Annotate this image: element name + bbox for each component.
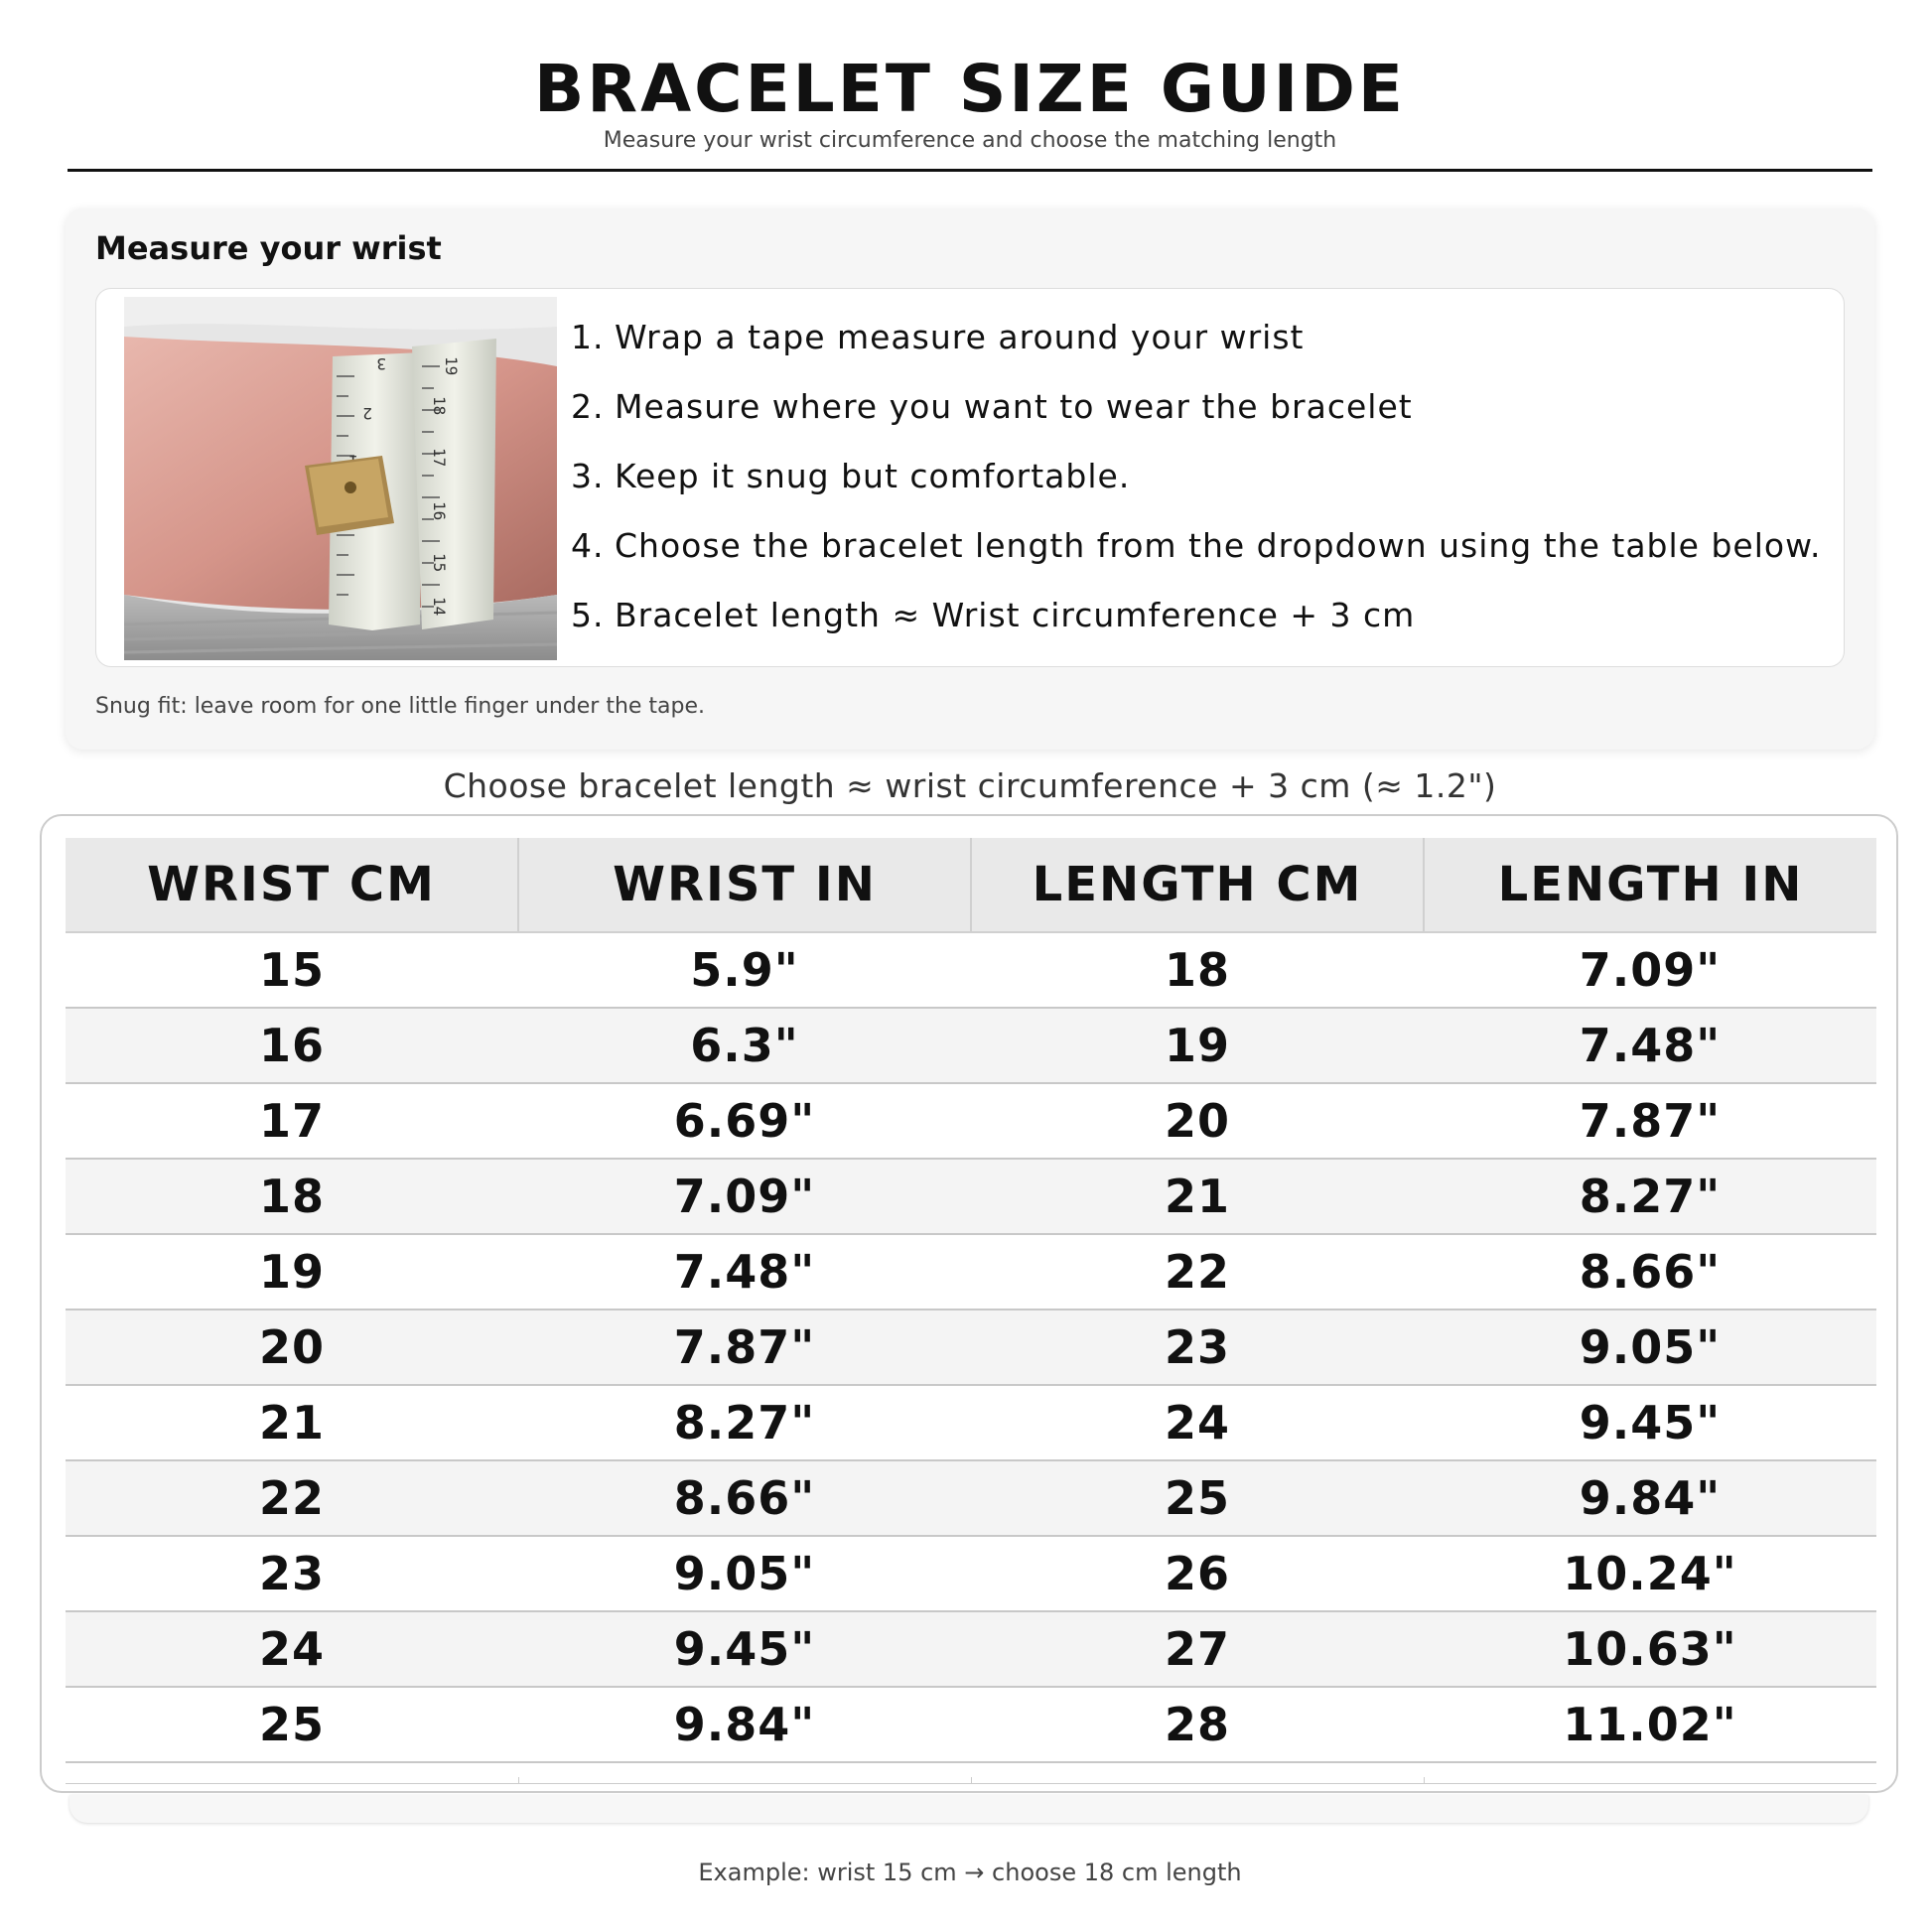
cell-length-cm: 24: [971, 1385, 1424, 1460]
cell-wrist-in: 6.3": [518, 1008, 971, 1083]
cell-length-cm: 19: [971, 1008, 1424, 1083]
column-header-wrist-cm: WRIST CM: [66, 838, 518, 932]
tape-label: 19: [442, 356, 461, 376]
title-divider: [68, 169, 1872, 172]
table-row: [66, 1083, 1876, 1159]
table-row: [66, 1611, 1876, 1687]
cell-length-in: 8.66": [1424, 1234, 1876, 1310]
cell-wrist-cm: 24: [66, 1611, 518, 1687]
cell-wrist-in: 7.48": [518, 1234, 971, 1310]
measure-instructions-panel: [95, 288, 1845, 667]
cell-wrist-cm: 20: [66, 1310, 518, 1385]
tape-label: 17: [430, 448, 449, 468]
wrist-tape-photo: [124, 297, 557, 660]
cell-wrist-cm: 19: [66, 1234, 518, 1310]
cell-wrist-in: 9.05": [518, 1536, 971, 1611]
tape-label: 3: [376, 354, 386, 373]
table-card-shadow: [69, 1795, 1868, 1823]
cell-wrist-cm: 25: [66, 1687, 518, 1762]
measure-step: 1. Wrap a tape measure around your wrist: [571, 318, 1305, 356]
measure-steps-list: [571, 303, 1822, 650]
cell-wrist-cm: 16: [66, 1008, 518, 1083]
snug-fit-note: Snug fit: leave room for one little finger under the tape.: [95, 694, 706, 719]
table-row: [66, 1385, 1876, 1460]
measure-step: 2. Measure where you want to wear the bracelet: [571, 387, 1413, 426]
cell-wrist-in: 6.69": [518, 1083, 971, 1159]
measure-step: 4. Choose the bracelet length from the dropdown using the table below.: [571, 526, 1822, 565]
table-header-row: [66, 838, 1876, 932]
column-header-wrist-in: WRIST IN: [518, 838, 971, 932]
table-row: [66, 1159, 1876, 1234]
table-row: [66, 1008, 1876, 1083]
cell-length-cm: 23: [971, 1310, 1424, 1385]
cell-length-cm: 20: [971, 1083, 1424, 1159]
column-header-length-in: LENGTH IN: [1424, 838, 1876, 932]
table-row: [66, 932, 1876, 1008]
tape-label: 15: [430, 553, 449, 573]
cell-wrist-cm: 23: [66, 1536, 518, 1611]
page-subtitle: Measure your wrist circumference and choose the matching length: [603, 128, 1337, 153]
table-row: [66, 1687, 1876, 1762]
table-row: [66, 1460, 1876, 1536]
measure-step: 5. Bracelet length ≈ Wrist circumference + 3 cm: [571, 596, 1416, 634]
cell-wrist-cm: 18: [66, 1159, 518, 1234]
cell-length-cm: 21: [971, 1159, 1424, 1234]
measure-heading: Measure your wrist: [95, 229, 442, 267]
size-table-card: [40, 814, 1898, 1793]
measure-wrist-card: [66, 208, 1874, 750]
page-header: [68, 50, 1872, 155]
cell-length-cm: 26: [971, 1536, 1424, 1611]
cell-length-cm: 25: [971, 1460, 1424, 1536]
tape-label: 2: [362, 404, 372, 423]
cell-length-in: 11.02": [1424, 1687, 1876, 1762]
cell-length-in: 8.27": [1424, 1159, 1876, 1234]
cell-length-in: 10.24": [1424, 1536, 1876, 1611]
tape-label: 14: [430, 597, 449, 617]
cell-wrist-in: 8.66": [518, 1460, 971, 1536]
cell-length-in: 7.09": [1424, 932, 1876, 1008]
cell-length-in: 9.84": [1424, 1460, 1876, 1536]
column-header-length-cm: LENGTH CM: [971, 838, 1424, 932]
size-table: [66, 838, 1876, 1763]
cell-length-cm: 22: [971, 1234, 1424, 1310]
table-caption: Choose bracelet length ≈ wrist circumference + 3 cm (≈ 1.2"): [443, 766, 1497, 805]
cell-length-in: 9.05": [1424, 1310, 1876, 1385]
cell-wrist-in: 8.27": [518, 1385, 971, 1460]
cell-wrist-in: 7.09": [518, 1159, 971, 1234]
tape-label: 18: [430, 396, 449, 416]
cell-wrist-cm: 21: [66, 1385, 518, 1460]
cell-length-in: 7.87": [1424, 1083, 1876, 1159]
cell-wrist-in: 7.87": [518, 1310, 971, 1385]
cell-wrist-cm: 22: [66, 1460, 518, 1536]
cell-wrist-in: 5.9": [518, 932, 971, 1008]
page-title: BRACELET SIZE GUIDE: [533, 51, 1407, 127]
cell-wrist-in: 9.45": [518, 1611, 971, 1687]
cell-length-in: 7.48": [1424, 1008, 1876, 1083]
cell-length-in: 9.45": [1424, 1385, 1876, 1460]
table-row: [66, 1536, 1876, 1611]
example-note: Example: wrist 15 cm → choose 18 cm length: [698, 1859, 1242, 1886]
cell-length-cm: 18: [971, 932, 1424, 1008]
cell-wrist-cm: 17: [66, 1083, 518, 1159]
cell-wrist-cm: 15: [66, 932, 518, 1008]
table-row: [66, 1310, 1876, 1385]
table-row: [66, 1234, 1876, 1310]
cell-length-cm: 27: [971, 1611, 1424, 1687]
measure-step: 3. Keep it snug but comfortable.: [571, 457, 1131, 495]
tape-label: 16: [430, 501, 449, 521]
cell-length-cm: 28: [971, 1687, 1424, 1762]
cell-length-in: 10.63": [1424, 1611, 1876, 1687]
cell-wrist-in: 9.84": [518, 1687, 971, 1762]
table-bottom-edge: [66, 1777, 1876, 1784]
